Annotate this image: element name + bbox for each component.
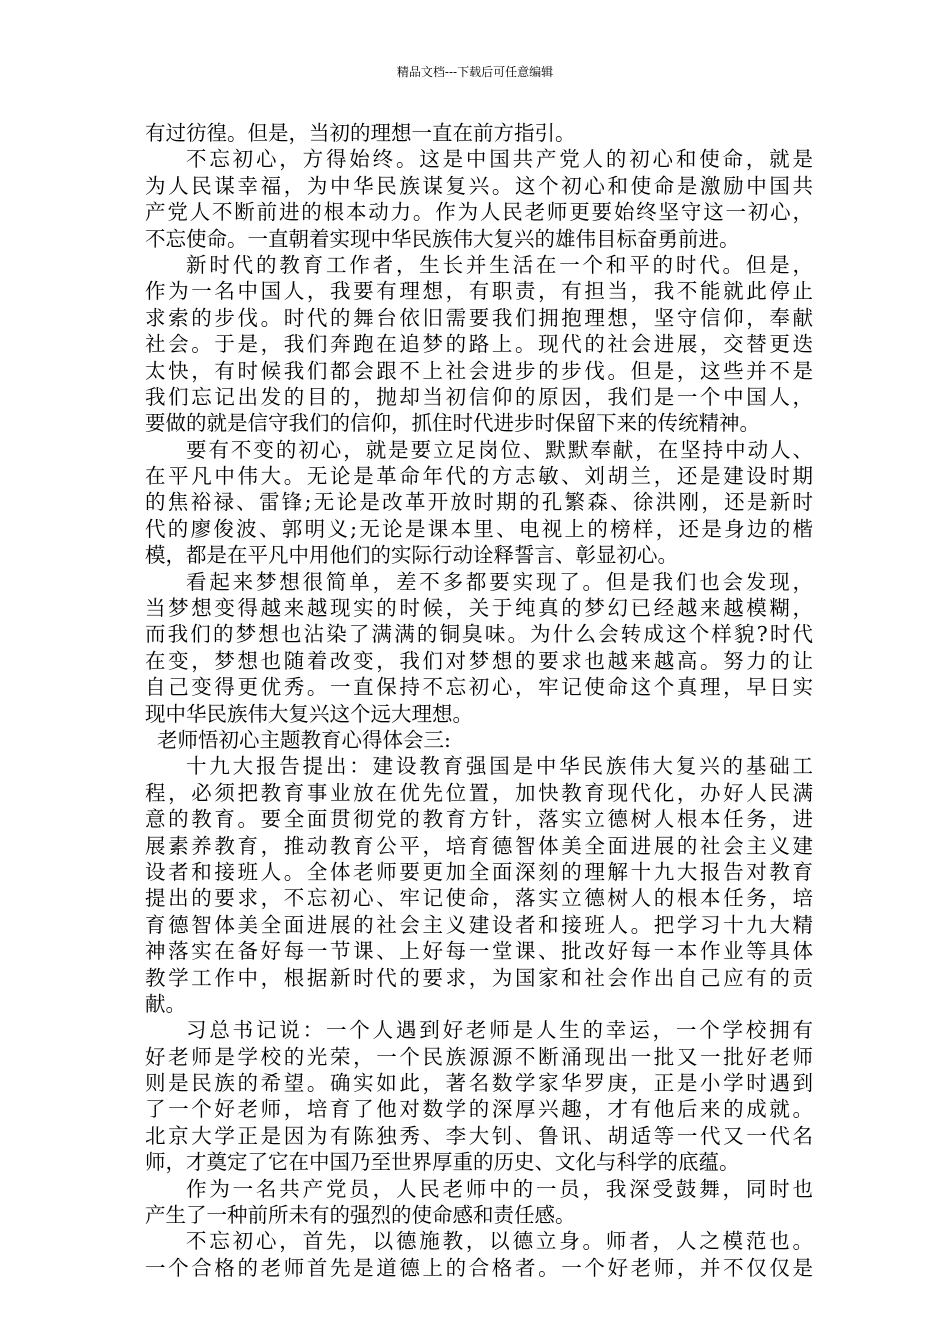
- text-line: 不忘初心，方得始终。这是中国共产党人的初心和使命，就是: [186, 147, 813, 172]
- text-line: 师，才奠定了它在中国乃至世界厚重的历史、文化与科学的底蕴。: [145, 1150, 740, 1175]
- text-line: 社会。于是，我们奔跑在追梦的路上。现代的社会进展，交替更迭: [145, 332, 813, 357]
- text-line: 看起来梦想很简单，差不多都要实现了。但是我们也会发现，: [186, 569, 813, 594]
- text-line: 在平凡中伟大。无论是革命年代的方志敏、刘胡兰，还是建设时期: [145, 464, 813, 489]
- text-line: 作为一名中国人，我要有理想，有职责，有担当，我不能就此停止: [145, 279, 813, 304]
- text-line: 当梦想变得越来越现实的时候，关于纯真的梦幻已经越来越模糊，: [145, 596, 813, 621]
- text-line: 展素养教育，推动教育公平，培育德智体美全面进展的社会主义建: [145, 833, 813, 858]
- text-line: 神落实在备好每一节课、上好每一堂课、批改好每一本作业等具体: [145, 939, 813, 964]
- text-line: 自己变得更优秀。一直保持不忘初心，牢记使命这个真理，早日实: [145, 675, 813, 700]
- text-line: 太快，有时候我们都会跟不上社会进步的步伐。但是，这些并不是: [145, 358, 813, 383]
- section-heading: 老师悟初心主题教育心得体会三:: [157, 727, 451, 752]
- text-line: 程，必须把教育事业放在优先位置，加快教育现代化，办好人民满: [145, 780, 813, 805]
- text-line: 则是民族的希望。确实如此，著名数学家华罗庚，正是小学时遇到: [145, 1071, 813, 1096]
- text-line: 了一个好老师，培育了他对数学的深厚兴趣，才有他后来的成就。: [145, 1097, 813, 1122]
- text-line: 产党人不断前进的根本动力。作为人民老师更要始终坚守这一初心，: [145, 200, 813, 225]
- text-line: 为人民谋幸福，为中华民族谋复兴。这个初心和使命是激励中国共: [145, 173, 813, 198]
- text-line: 育德智体美全面进展的社会主义建设者和接班人。把学习十九大精: [145, 912, 813, 937]
- text-line: 产生了一种前所未有的强烈的使命感和责任感。: [145, 1203, 576, 1228]
- text-line: 提出的要求，不忘初心、牢记使命，落实立德树人的根本任务，培: [145, 886, 813, 911]
- text-line: 北京大学正是因为有陈独秀、李大钊、鲁讯、胡适等一代又一代名: [145, 1123, 813, 1148]
- text-line: 模，都是在平凡中用他们的实际行动诠释誓言、彰显初心。: [145, 543, 678, 568]
- text-line: 作为一名共产党员，人民老师中的一员，我深受鼓舞，同时也: [186, 1176, 813, 1201]
- text-line: 不忘使命。一直朝着实现中华民族伟大复兴的雄伟目标奋勇前进。: [145, 226, 740, 251]
- document-body: [145, 120, 813, 1281]
- text-line: 要做的就是信守我们的信仰，抓住时代进步时保留下来的传统精神。: [145, 411, 760, 436]
- text-line: 求索的步伐。时代的舞台依旧需要我们拥抱理想，坚守信仰，奉献: [145, 305, 813, 330]
- text-line: 意的教育。要全面贯彻党的教育方针，落实立德树人根本任务，进: [145, 807, 813, 832]
- text-line: 一个合格的老师首先是道德上的合格者。一个好老师，并不仅仅是: [145, 1255, 813, 1280]
- text-line: 有过彷徨。但是，当初的理想一直在前方指引。: [145, 121, 576, 145]
- text-line: 代的廖俊波、郭明义;无论是课本里、电视上的榜样，还是身边的楷: [145, 516, 813, 541]
- text-line: 不忘初心，首先，以德施教，以德立身。师者，人之模范也。: [186, 1229, 813, 1254]
- text-line: 在变，梦想也随着改变，我们对梦想的要求也越来越高。努力的让: [145, 648, 813, 673]
- text-line: 我们忘记出发的目的，抛却当初信仰的原因，我们是一个中国人，: [145, 384, 813, 409]
- text-line: 设者和接班人。全体老师要更加全面深刻的理解十九大报告对教育: [145, 859, 813, 884]
- text-line: 而我们的梦想也沾染了满满的铜臭味。为什么会转成这个样貌?时代: [145, 622, 813, 647]
- text-line: 好老师是学校的光荣，一个民族源源不断涌现出一批又一批好老师: [145, 1044, 813, 1069]
- text-line: 习总书记说：一个人遇到好老师是人生的幸运，一个学校拥有: [186, 1018, 813, 1043]
- text-line: 教学工作中，根据新时代的要求，为国家和社会作出自己应有的贡: [145, 965, 813, 990]
- text-line: 的焦裕禄、雷锋;无论是改革开放时期的孔繁森、徐洪刚，还是新时: [145, 490, 813, 515]
- text-line: 要有不变的初心，就是要立足岗位、默默奉献，在坚持中动人、: [186, 437, 813, 462]
- text-line: 献。: [145, 991, 186, 1016]
- text-line: 新时代的教育工作者，生长并生活在一个和平的时代。但是，: [186, 252, 813, 277]
- page-header: 精品文档---下载后可任意编辑: [396, 65, 554, 79]
- text-line: 现中华民族伟大复兴这个远大理想。: [145, 701, 473, 726]
- text-line: 十九大报告提出：建设教育强国是中华民族伟大复兴的基础工: [186, 754, 813, 779]
